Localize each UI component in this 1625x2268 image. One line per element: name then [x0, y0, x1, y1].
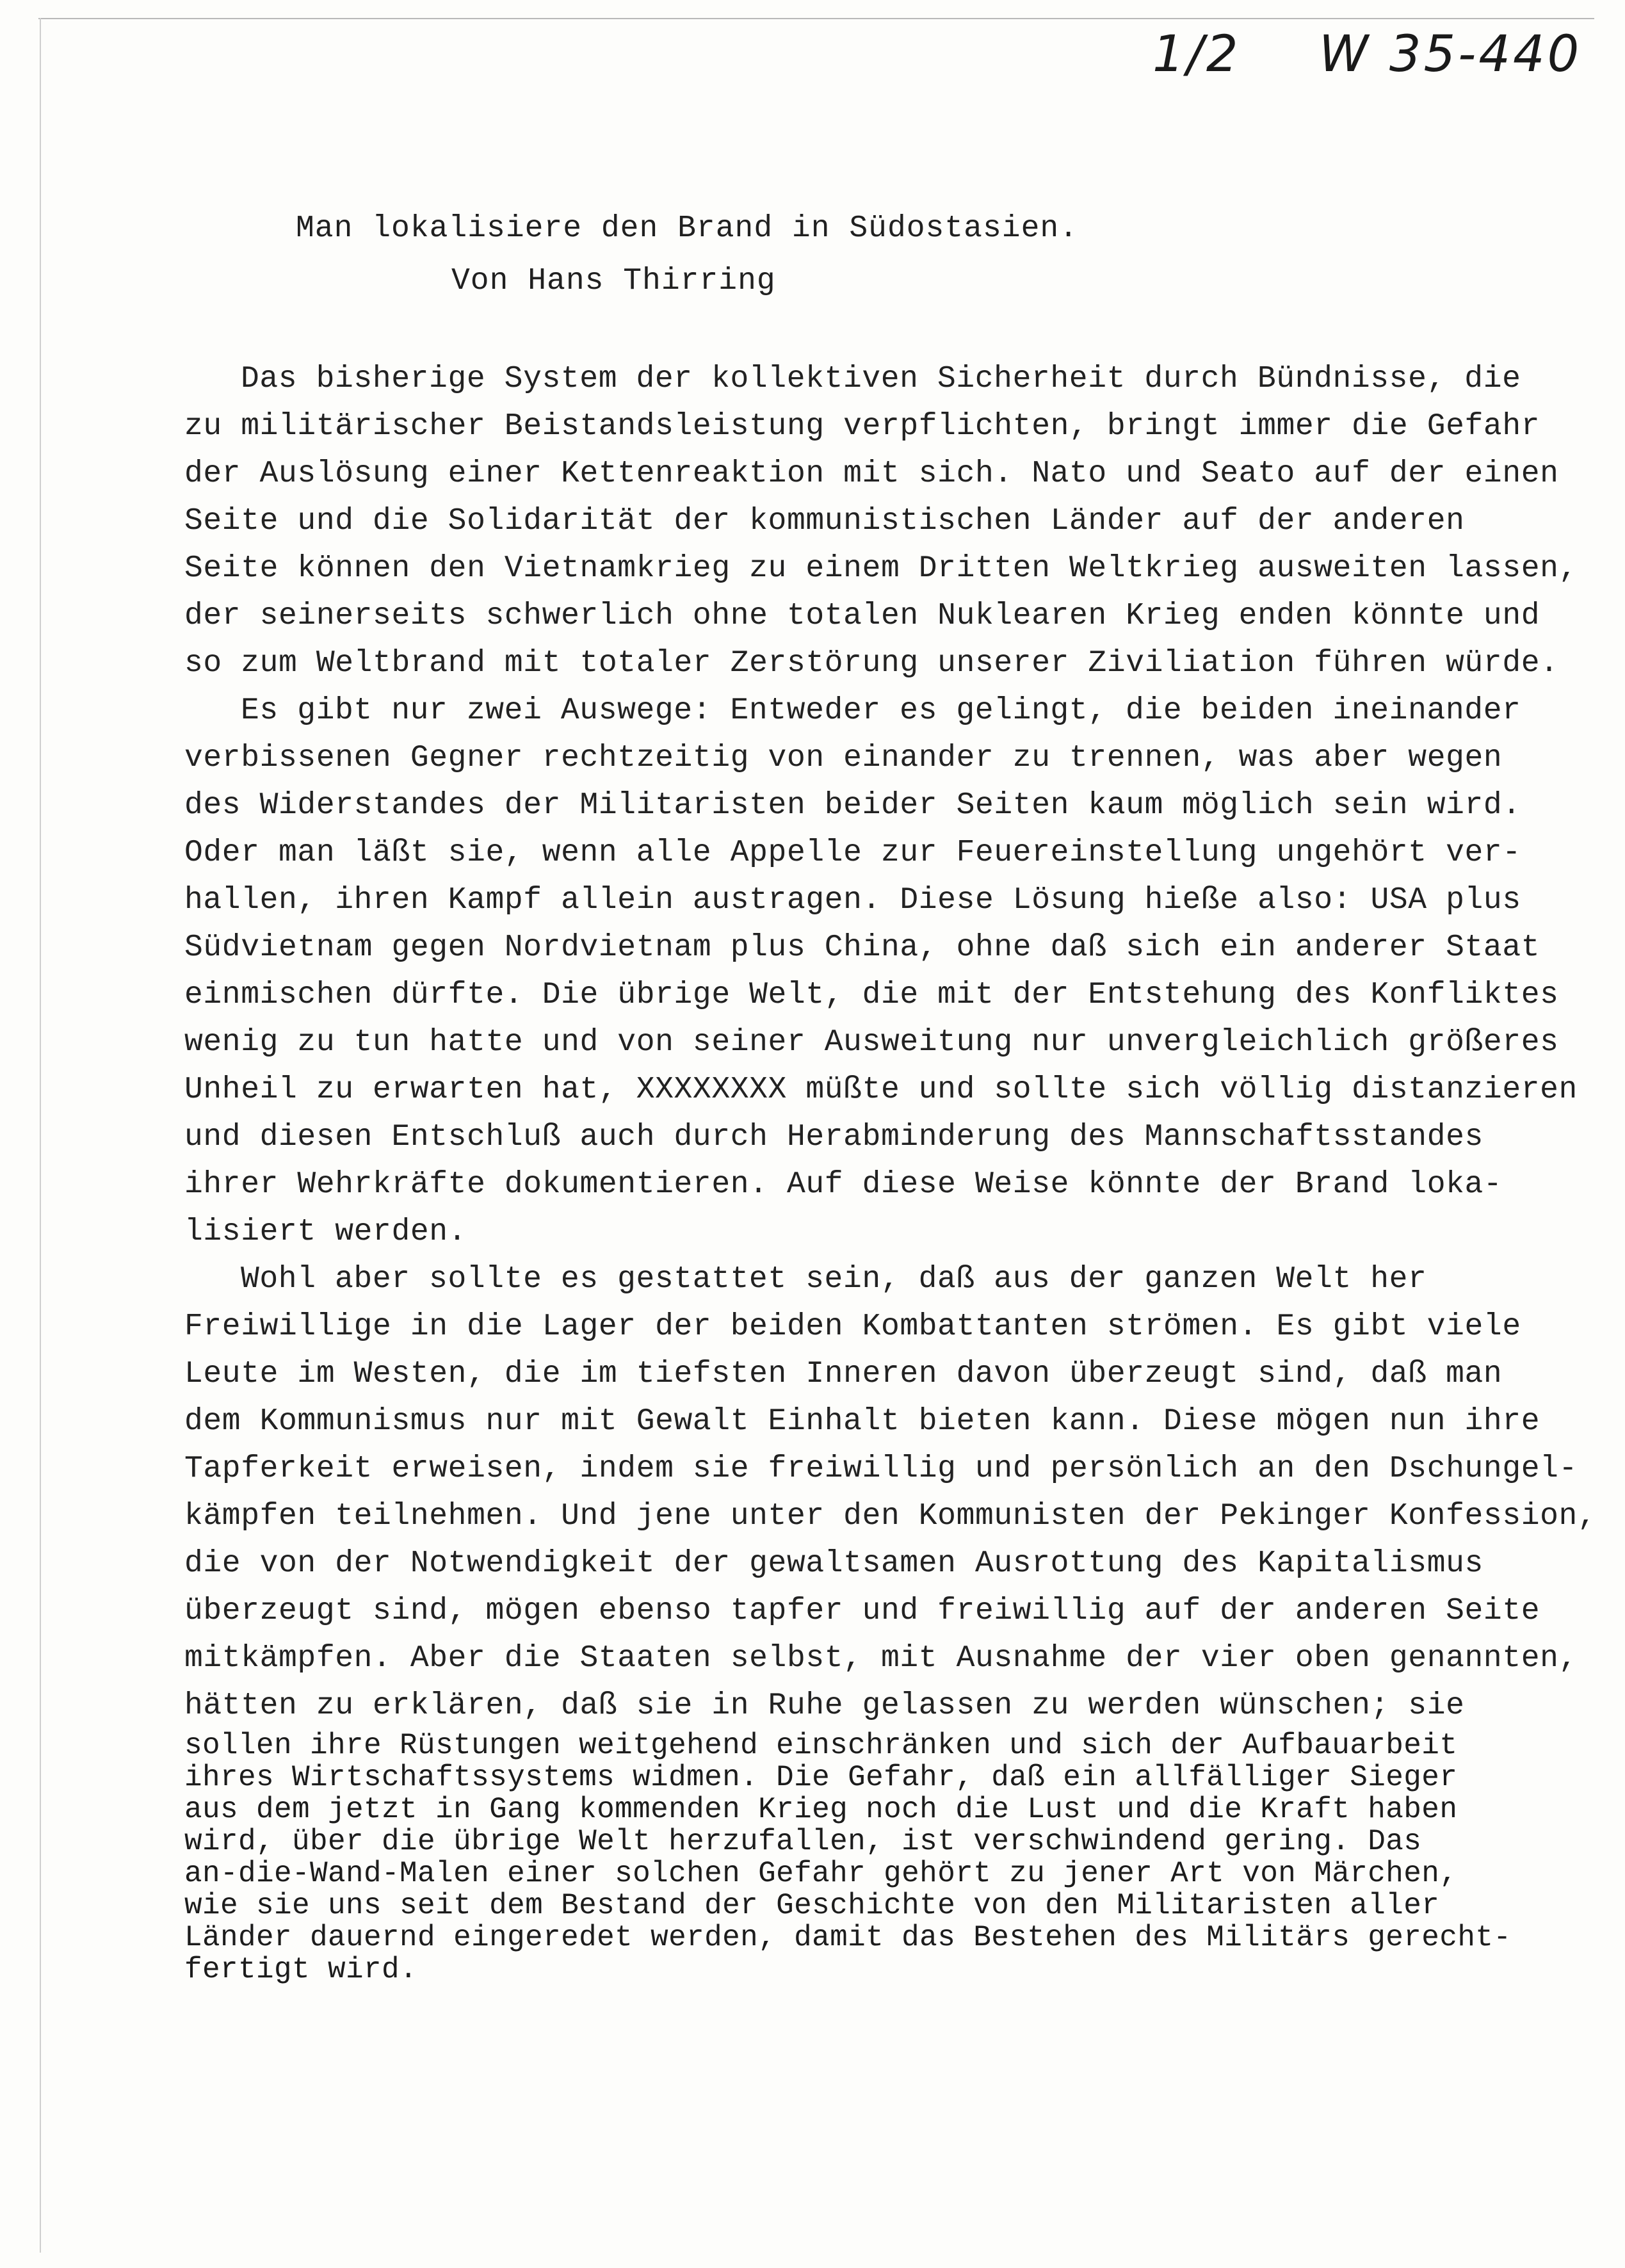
text-line: der Auslösung einer Kettenreaktion mit sich. Nato und Seato auf der einen [184, 457, 1559, 491]
text-line: Tapferkeit erweisen, indem sie freiwillig und persönlich an den Dschungel- [184, 1452, 1578, 1486]
page-left-edge [40, 18, 41, 2253]
text-line: hätten zu erklären, daß sie in Ruhe gelassen zu werden wünschen; sie [184, 1689, 1465, 1723]
text-line: Unheil zu erwarten hat, XXXXXXXX müßte und sollte sich völlig distanzieren [184, 1073, 1578, 1107]
text-line: wird, über die übrige Welt herzufallen, ist verschwindend gering. Das [184, 1825, 1422, 1858]
text-line: Oder man läßt sie, wenn alle Appelle zur Feuereinstellung ungehört ver- [184, 836, 1521, 870]
document-title: Man lokalisiere den Brand in Südostasien. [296, 211, 1078, 246]
text-line: der seinerseits schwerlich ohne totalen Nuklearen Krieg enden könnte und [184, 599, 1540, 633]
text-line: Leute im Westen, die im tiefsten Inneren davon überzeugt sind, daß man [184, 1357, 1503, 1391]
text-line: Seite und die Solidarität der kommunistischen Länder auf der anderen [184, 504, 1465, 539]
text-line: ihrer Wehrkräfte dokumentieren. Auf diese Weise könnte der Brand loka- [184, 1167, 1503, 1202]
text-line: Freiwillige in die Lager der beiden Kombattanten strömen. Es gibt viele [184, 1309, 1521, 1344]
handwritten-archive-id: W 35-440 [1319, 26, 1582, 83]
text-line: Es gibt nur zwei Auswege: Entweder es gelingt, die beiden ineinander [241, 693, 1521, 728]
text-line: überzeugt sind, mögen ebenso tapfer und freiwillig auf der anderen Seite [184, 1594, 1540, 1628]
text-line: lisiert werden. [184, 1215, 467, 1249]
text-line: Wohl aber sollte es gestattet sein, daß aus der ganzen Welt her [241, 1262, 1427, 1297]
text-line: die von der Notwendigkeit der gewaltsamen Ausrottung des Kapitalismus [184, 1546, 1484, 1581]
text-line: Das bisherige System der kollektiven Sicherheit durch Bündnisse, die [241, 362, 1521, 396]
text-line: und diesen Entschluß auch durch Herabminderung des Mannschaftsstandes [184, 1120, 1484, 1154]
text-line: sollen ihre Rüstungen weitgehend einschränken und sich der Aufbauarbeit [184, 1729, 1458, 1762]
text-line: verbissenen Gegner rechtzeitig von einander zu trennen, was aber wegen [184, 741, 1503, 775]
text-line: so zum Weltbrand mit totaler Zerstörung unserer Ziviliation führen würde. [184, 646, 1559, 681]
document-author: Von Hans Thirring [451, 264, 776, 298]
text-line: Seite können den Vietnamkrieg zu einem Dritten Weltkrieg ausweiten lassen, [184, 551, 1578, 586]
text-line: wenig zu tun hatte und von seiner Ausweitung nur unvergleichlich größeres [184, 1025, 1559, 1060]
text-line: Länder dauernd eingeredet werden, damit das Bestehen des Militärs gerecht- [184, 1921, 1512, 1954]
body-text [184, 355, 1597, 1986]
text-line: einmischen dürfte. Die übrige Welt, die mit der Entstehung des Konfliktes [184, 978, 1559, 1012]
text-line: ihres Wirtschaftssystems widmen. Die Gefahr, daß ein allfälliger Sieger [184, 1761, 1458, 1794]
text-line: wie sie uns seit dem Bestand der Geschichte von den Militaristen aller [184, 1889, 1440, 1922]
text-line: Südvietnam gegen Nordvietnam plus China, ohne daß sich ein anderer Staat [184, 930, 1540, 965]
text-line: des Widerstandes der Militaristen beider Seiten kaum möglich sein wird. [184, 788, 1521, 823]
text-line: an-die-Wand-Malen einer solchen Gefahr gehört zu jener Art von Märchen, [184, 1857, 1458, 1890]
text-line: kämpfen teilnehmen. Und jene unter den Kommunisten der Pekinger Konfession, [184, 1499, 1597, 1534]
text-line: aus dem jetzt in Gang kommenden Krieg noch die Lust und die Kraft haben [184, 1793, 1458, 1826]
text-line: fertigt wird. [184, 1953, 418, 1986]
text-line: mitkämpfen. Aber die Staaten selbst, mit Ausnahme der vier oben genannten, [184, 1641, 1578, 1676]
text-line: hallen, ihren Kampf allein austragen. Diese Lösung hieße also: USA plus [184, 883, 1521, 918]
page-top-edge [38, 18, 1594, 19]
handwritten-page-number: 1/2 [1152, 26, 1241, 83]
text-line: dem Kommunismus nur mit Gewalt Einhalt bieten kann. Diese mögen nun ihre [184, 1404, 1540, 1439]
text-line: zu militärischer Beistandsleistung verpflichten, bringt immer die Gefahr [184, 409, 1540, 444]
